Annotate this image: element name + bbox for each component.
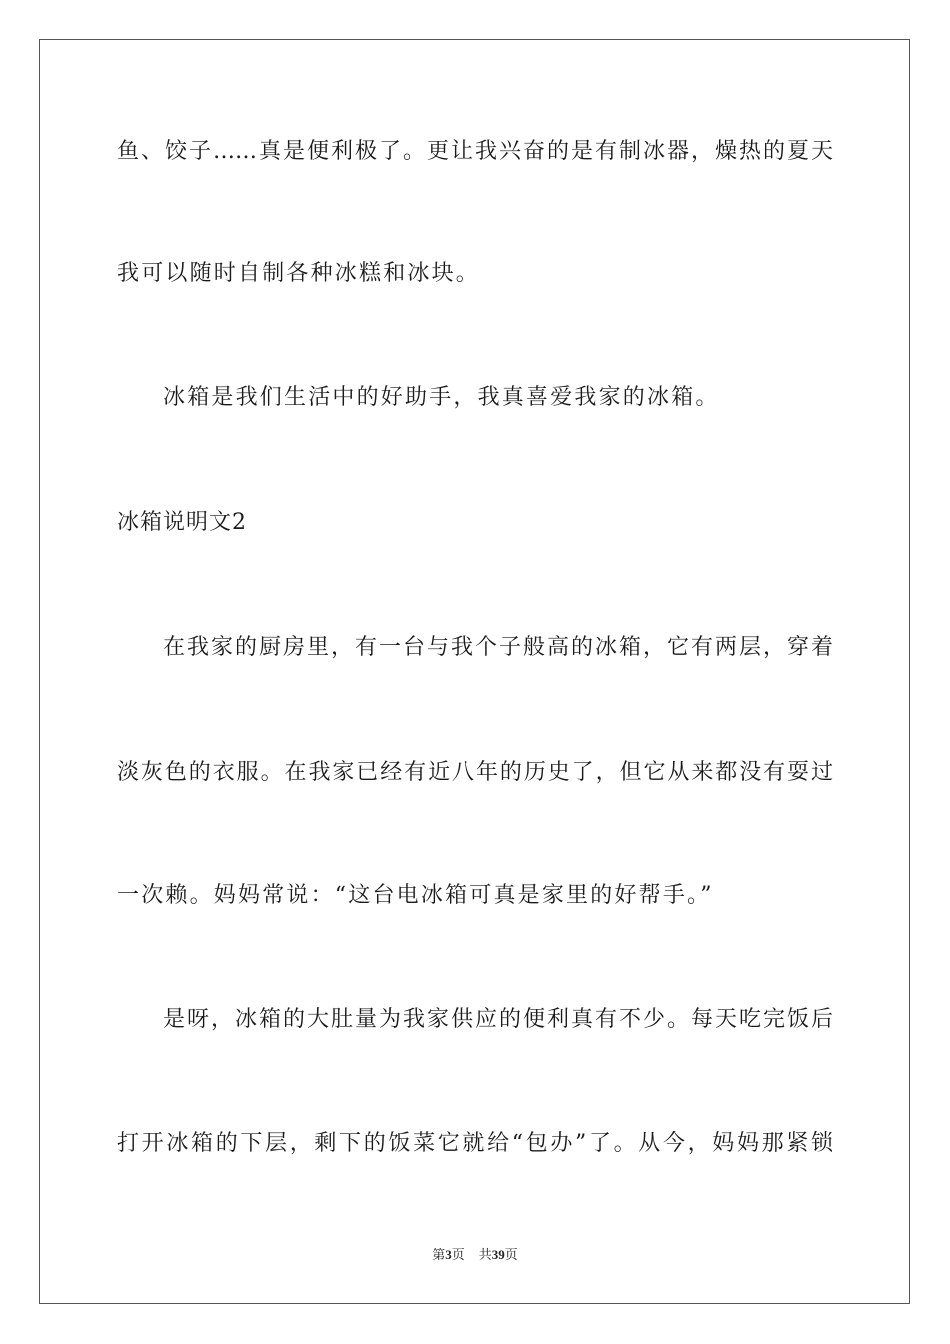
total-prefix: 共 (478, 1248, 492, 1263)
total-pages: 39 (491, 1247, 505, 1262)
body-line-2: 我可以随时自制各种冰糕和冰块。 (117, 261, 481, 286)
body-line-9: 打开冰箱的下层，剩下的饭菜它就给“包办”了。从今，妈妈那紧锁 (117, 1131, 833, 1156)
section-heading: 冰箱说明文2 (117, 510, 247, 535)
page-prefix: 第 (432, 1248, 446, 1263)
page-footer (0, 1246, 950, 1265)
body-line-7: 一次赖。妈妈常说：“这台电冰箱可真是家里的好帮手。” (117, 883, 714, 908)
page-suffix: 页 (451, 1248, 465, 1263)
body-line-6: 淡灰色的衣服。在我家已经有近八年的历史了，但它从来都没有耍过 (117, 760, 833, 785)
body-line-1: 鱼、饺子……真是便利极了。更让我兴奋的是有制冰器，燥热的夏天 (117, 139, 833, 164)
total-suffix: 页 (504, 1248, 518, 1263)
body-line-3: 冰箱是我们生活中的好助手，我真喜爱我家的冰箱。 (163, 385, 720, 410)
body-line-8: 是呀，冰箱的大肚量为我家供应的便利真有不少。每天吃完饭后 (163, 1007, 833, 1032)
body-line-5: 在我家的厨房里，有一台与我个子般高的冰箱，它有两层，穿着 (163, 635, 833, 660)
page-border (39, 39, 910, 1304)
page-number: 3 (445, 1247, 452, 1262)
